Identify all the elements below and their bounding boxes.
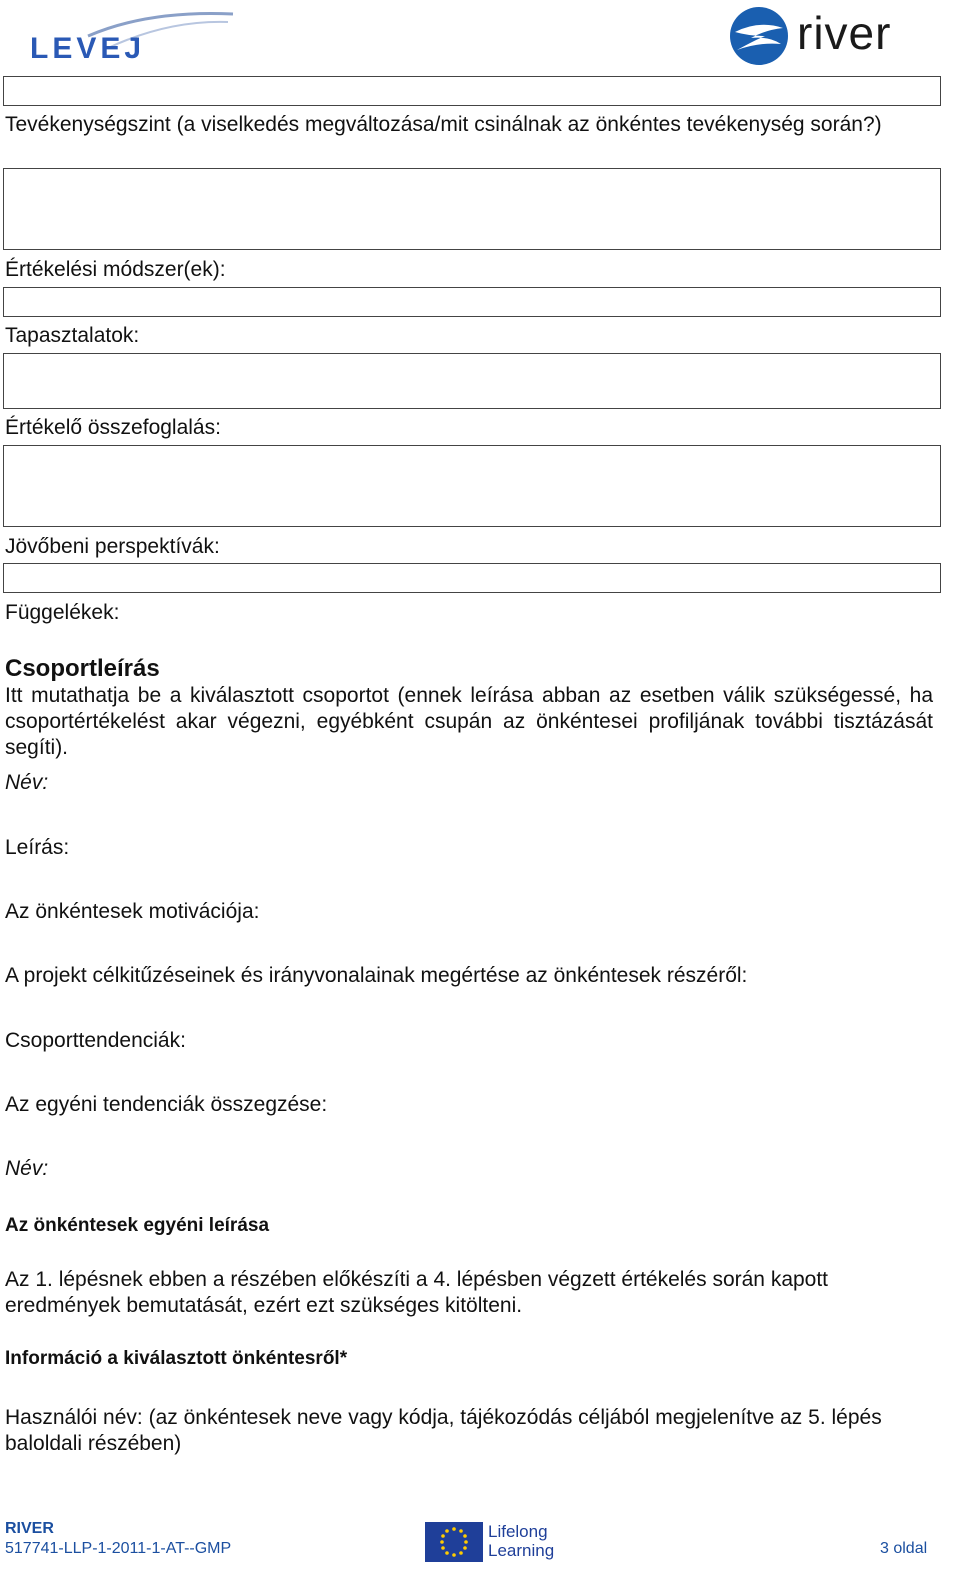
lifelong-learning-logo (488, 1522, 554, 1560)
footer-project-code: 517741-LLP-1-2011-1-AT--GMP (5, 1540, 232, 1557)
group-description-label: Leírás: (5, 836, 70, 859)
username-label: Használói név: (az önkéntesek neve vagy kódja, tájékozódás céljából megjelenítve az 5. lépés baloldali részében) (5, 1406, 882, 1455)
appendices-label: Függelékek: (5, 601, 120, 624)
top-empty-field[interactable] (3, 76, 941, 106)
evaluation-summary-field[interactable] (3, 445, 941, 527)
experiences-label: Tapasztalatok: (5, 324, 140, 347)
individual-intro: Az 1. lépésnek ebben a részében előkészíti a 4. lépésben végzett értékelés során kapott eredmények bemutatását, ezért ezt szükséges kitölteni. (5, 1268, 829, 1317)
activity-level-label: Tevékenységszint (a viselkedés megváltozása/mit csinálnak az önkéntes tevékenység során?) (5, 113, 882, 136)
individual-section-title: Az önkéntesek egyéni leírása (5, 1215, 270, 1236)
volunteer-info-title: Információ a kiválasztott önkéntesről* (5, 1348, 348, 1369)
page-number: 3 oldal (880, 1540, 928, 1557)
group-motivation-label: Az önkéntesek motivációja: (5, 900, 260, 923)
lifelong-line2: Learning (488, 1541, 555, 1560)
evaluation-methods-label: Értékelési módszer(ek): (5, 258, 226, 281)
group-name-label: Név: (5, 771, 49, 794)
levej-logo-text: LEVEJ (30, 32, 146, 64)
group-intro: Itt mutathatja be a kiválasztott csoportot (ennek leírása abban az esetben válik szükségessé, ha csoportértékelést akar végezni, egyébként csupán az önkéntesei profiljának további tisztázását segíti). (5, 684, 933, 759)
evaluation-methods-field[interactable] (3, 287, 941, 317)
activity-level-field[interactable] (3, 168, 941, 250)
group-section-title: Csoportleírás (5, 655, 160, 682)
eu-flag-icon (425, 1522, 483, 1562)
lifelong-line1: Lifelong (488, 1522, 548, 1541)
group-understanding-label: A projekt célkitűzéseinek és irányvonalainak megértése az önkéntesek részéről: (5, 964, 748, 987)
future-perspectives-field[interactable] (3, 563, 941, 593)
evaluation-summary-label: Értékelő összefoglalás: (5, 416, 221, 439)
levej-logo (28, 8, 238, 64)
experiences-field[interactable] (3, 353, 941, 409)
individual-trends-summary-label: Az egyéni tendenciák összegzése: (5, 1093, 328, 1116)
group-name-label-2: Név: (5, 1157, 49, 1180)
future-perspectives-label: Jövőbeni perspektívák: (5, 535, 220, 558)
footer-project-name: RIVER (5, 1520, 54, 1537)
group-trends-label: Csoporttendenciák: (5, 1029, 186, 1052)
river-logo-text: river (797, 7, 892, 59)
